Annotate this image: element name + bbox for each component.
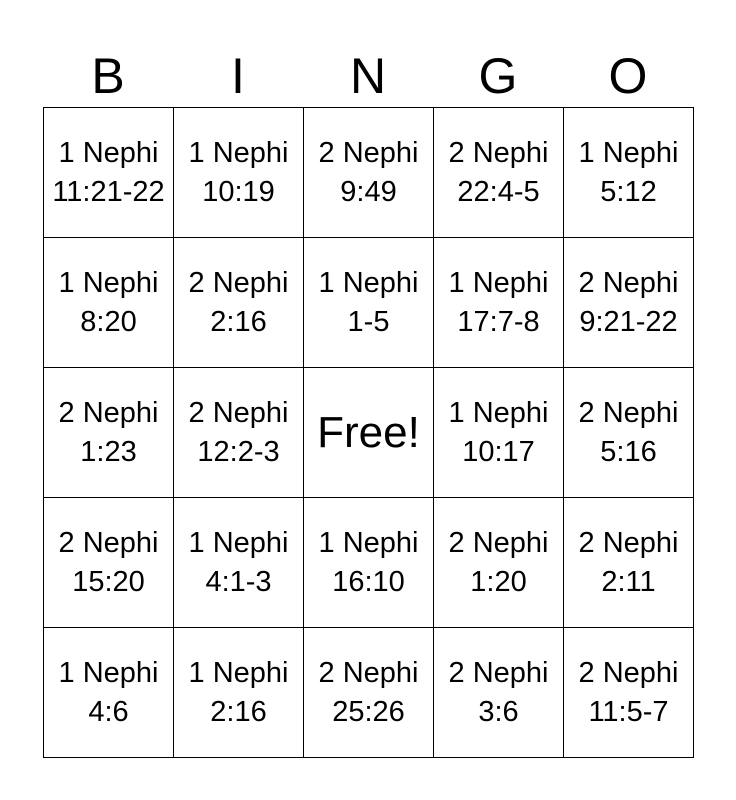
bingo-cell-r1-c2[interactable]: 1 Nephi 10:19 bbox=[174, 108, 304, 238]
bingo-cell-r2-c1[interactable]: 1 Nephi 8:20 bbox=[44, 238, 174, 368]
bingo-cell-r4-c3[interactable]: 1 Nephi 16:10 bbox=[304, 498, 434, 628]
bingo-cell-r5-c5[interactable]: 2 Nephi 11:5-7 bbox=[564, 628, 694, 758]
bingo-cell-r4-c2[interactable]: 1 Nephi 4:1-3 bbox=[174, 498, 304, 628]
bingo-cell-r2-c3[interactable]: 1 Nephi 1-5 bbox=[304, 238, 434, 368]
bingo-cell-r3-c1[interactable]: 2 Nephi 1:23 bbox=[44, 368, 174, 498]
bingo-cell-r3-c4[interactable]: 1 Nephi 10:17 bbox=[434, 368, 564, 498]
free-space-cell[interactable]: Free! bbox=[304, 368, 434, 498]
bingo-cell-r5-c2[interactable]: 1 Nephi 2:16 bbox=[174, 628, 304, 758]
bingo-cell-r2-c4[interactable]: 1 Nephi 17:7-8 bbox=[434, 238, 564, 368]
bingo-cell-r1-c5[interactable]: 1 Nephi 5:12 bbox=[564, 108, 694, 238]
header-letter-g: G bbox=[478, 48, 518, 104]
bingo-cell-r2-c2[interactable]: 2 Nephi 2:16 bbox=[174, 238, 304, 368]
header-letter-n: N bbox=[349, 48, 387, 104]
header-letter-i: I bbox=[231, 48, 245, 104]
bingo-cell-r5-c4[interactable]: 2 Nephi 3:6 bbox=[434, 628, 564, 758]
bingo-cell-r1-c1[interactable]: 1 Nephi 11:21-22 bbox=[44, 108, 174, 238]
header-letter-b: B bbox=[91, 48, 125, 104]
bingo-cell-r3-c2[interactable]: 2 Nephi 12:2-3 bbox=[174, 368, 304, 498]
bingo-cell-r1-c3[interactable]: 2 Nephi 9:49 bbox=[304, 108, 434, 238]
bingo-cell-r5-c1[interactable]: 1 Nephi 4:6 bbox=[44, 628, 174, 758]
bingo-cell-r4-c1[interactable]: 2 Nephi 15:20 bbox=[44, 498, 174, 628]
bingo-cell-r3-c5[interactable]: 2 Nephi 5:16 bbox=[564, 368, 694, 498]
bingo-grid bbox=[43, 107, 694, 758]
bingo-cell-r5-c3[interactable]: 2 Nephi 25:26 bbox=[304, 628, 434, 758]
bingo-cell-r2-c5[interactable]: 2 Nephi 9:21-22 bbox=[564, 238, 694, 368]
bingo-cell-r4-c5[interactable]: 2 Nephi 2:11 bbox=[564, 498, 694, 628]
bingo-cell-r4-c4[interactable]: 2 Nephi 1:20 bbox=[434, 498, 564, 628]
bingo-cell-r1-c4[interactable]: 2 Nephi 22:4-5 bbox=[434, 108, 564, 238]
bingo-header bbox=[43, 46, 693, 106]
header-letter-o: O bbox=[608, 48, 648, 104]
